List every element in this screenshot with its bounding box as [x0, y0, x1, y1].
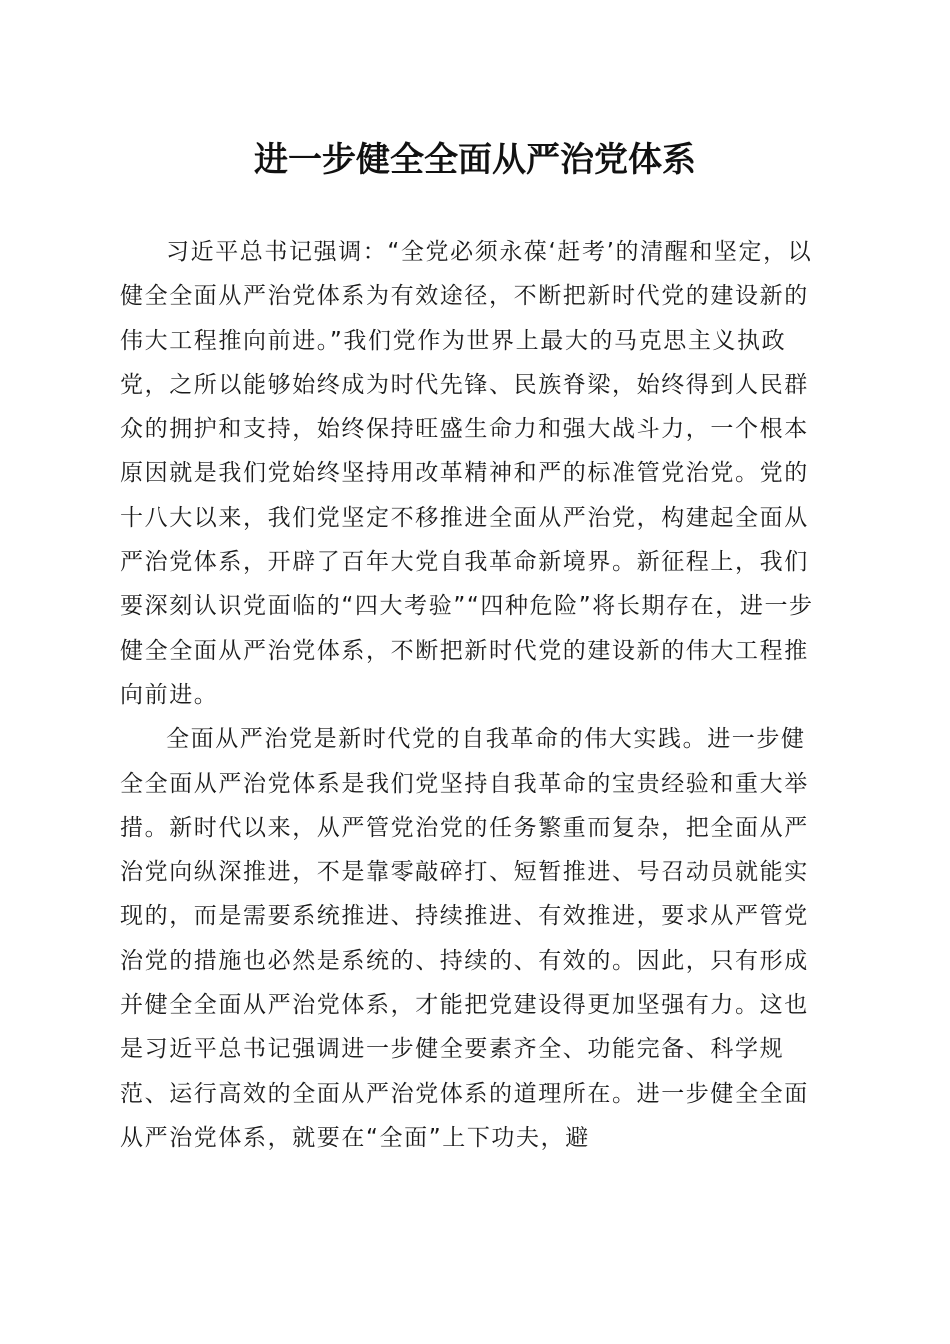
document-title: 进一步健全全面从严治党体系 — [254, 140, 696, 180]
document-body — [120, 230, 830, 1160]
paragraph-2: 全面从严治党是新时代党的自我革命的伟大实践。进一步健全全面从严治党体系是我们党坚持自我革命的宝贵经验和重大举措。新时代以来，从严管党治党的任务繁重而复杂，把全面从严治党向纵深推进，不是靠零敲碎打、短暂推进、号召动员就能实现的，而是需要系统推进、持续推进、有效推进，要求从严管党治党的措施也必然是系统的、持续的、有效的。因此，只有形成并健全全面从严治党体系，才能把党建设得更加坚强有力。这也是习近平总书记强调进一步健全要素齐全、功能完备、科学规范、运行高效的全面从严治党体系的道理所在。进一步健全全面从严治党体系，就要在“全面”上下功夫，避 — [120, 726, 809, 1151]
paragraph-1: 习近平总书记强调：“全党必须永葆‘赶考’的清醒和坚定，以健全全面从严治党体系为有效途径，不断把新时代党的建设新的伟大工程推向前进。”我们党作为世界上最大的马克思主义执政党，之所以能够始终成为时代先锋、民族脊梁，始终得到人民群众的拥护和支持，始终保持旺盛生命力和强大战斗力，一个根本原因就是我们党始终坚持用改革精神和严的标准管党治党。党的十八大以来，我们党坚定不移推进全面从严治党，构建起全面从严治党体系，开辟了百年大党自我革命新境界。新征程上，我们要深刻认识党面临的“四大考验”“四种危险”将长期存在，进一步健全全面从严治党体系，不断把新时代党的建设新的伟大工程推向前进。 — [120, 239, 814, 708]
